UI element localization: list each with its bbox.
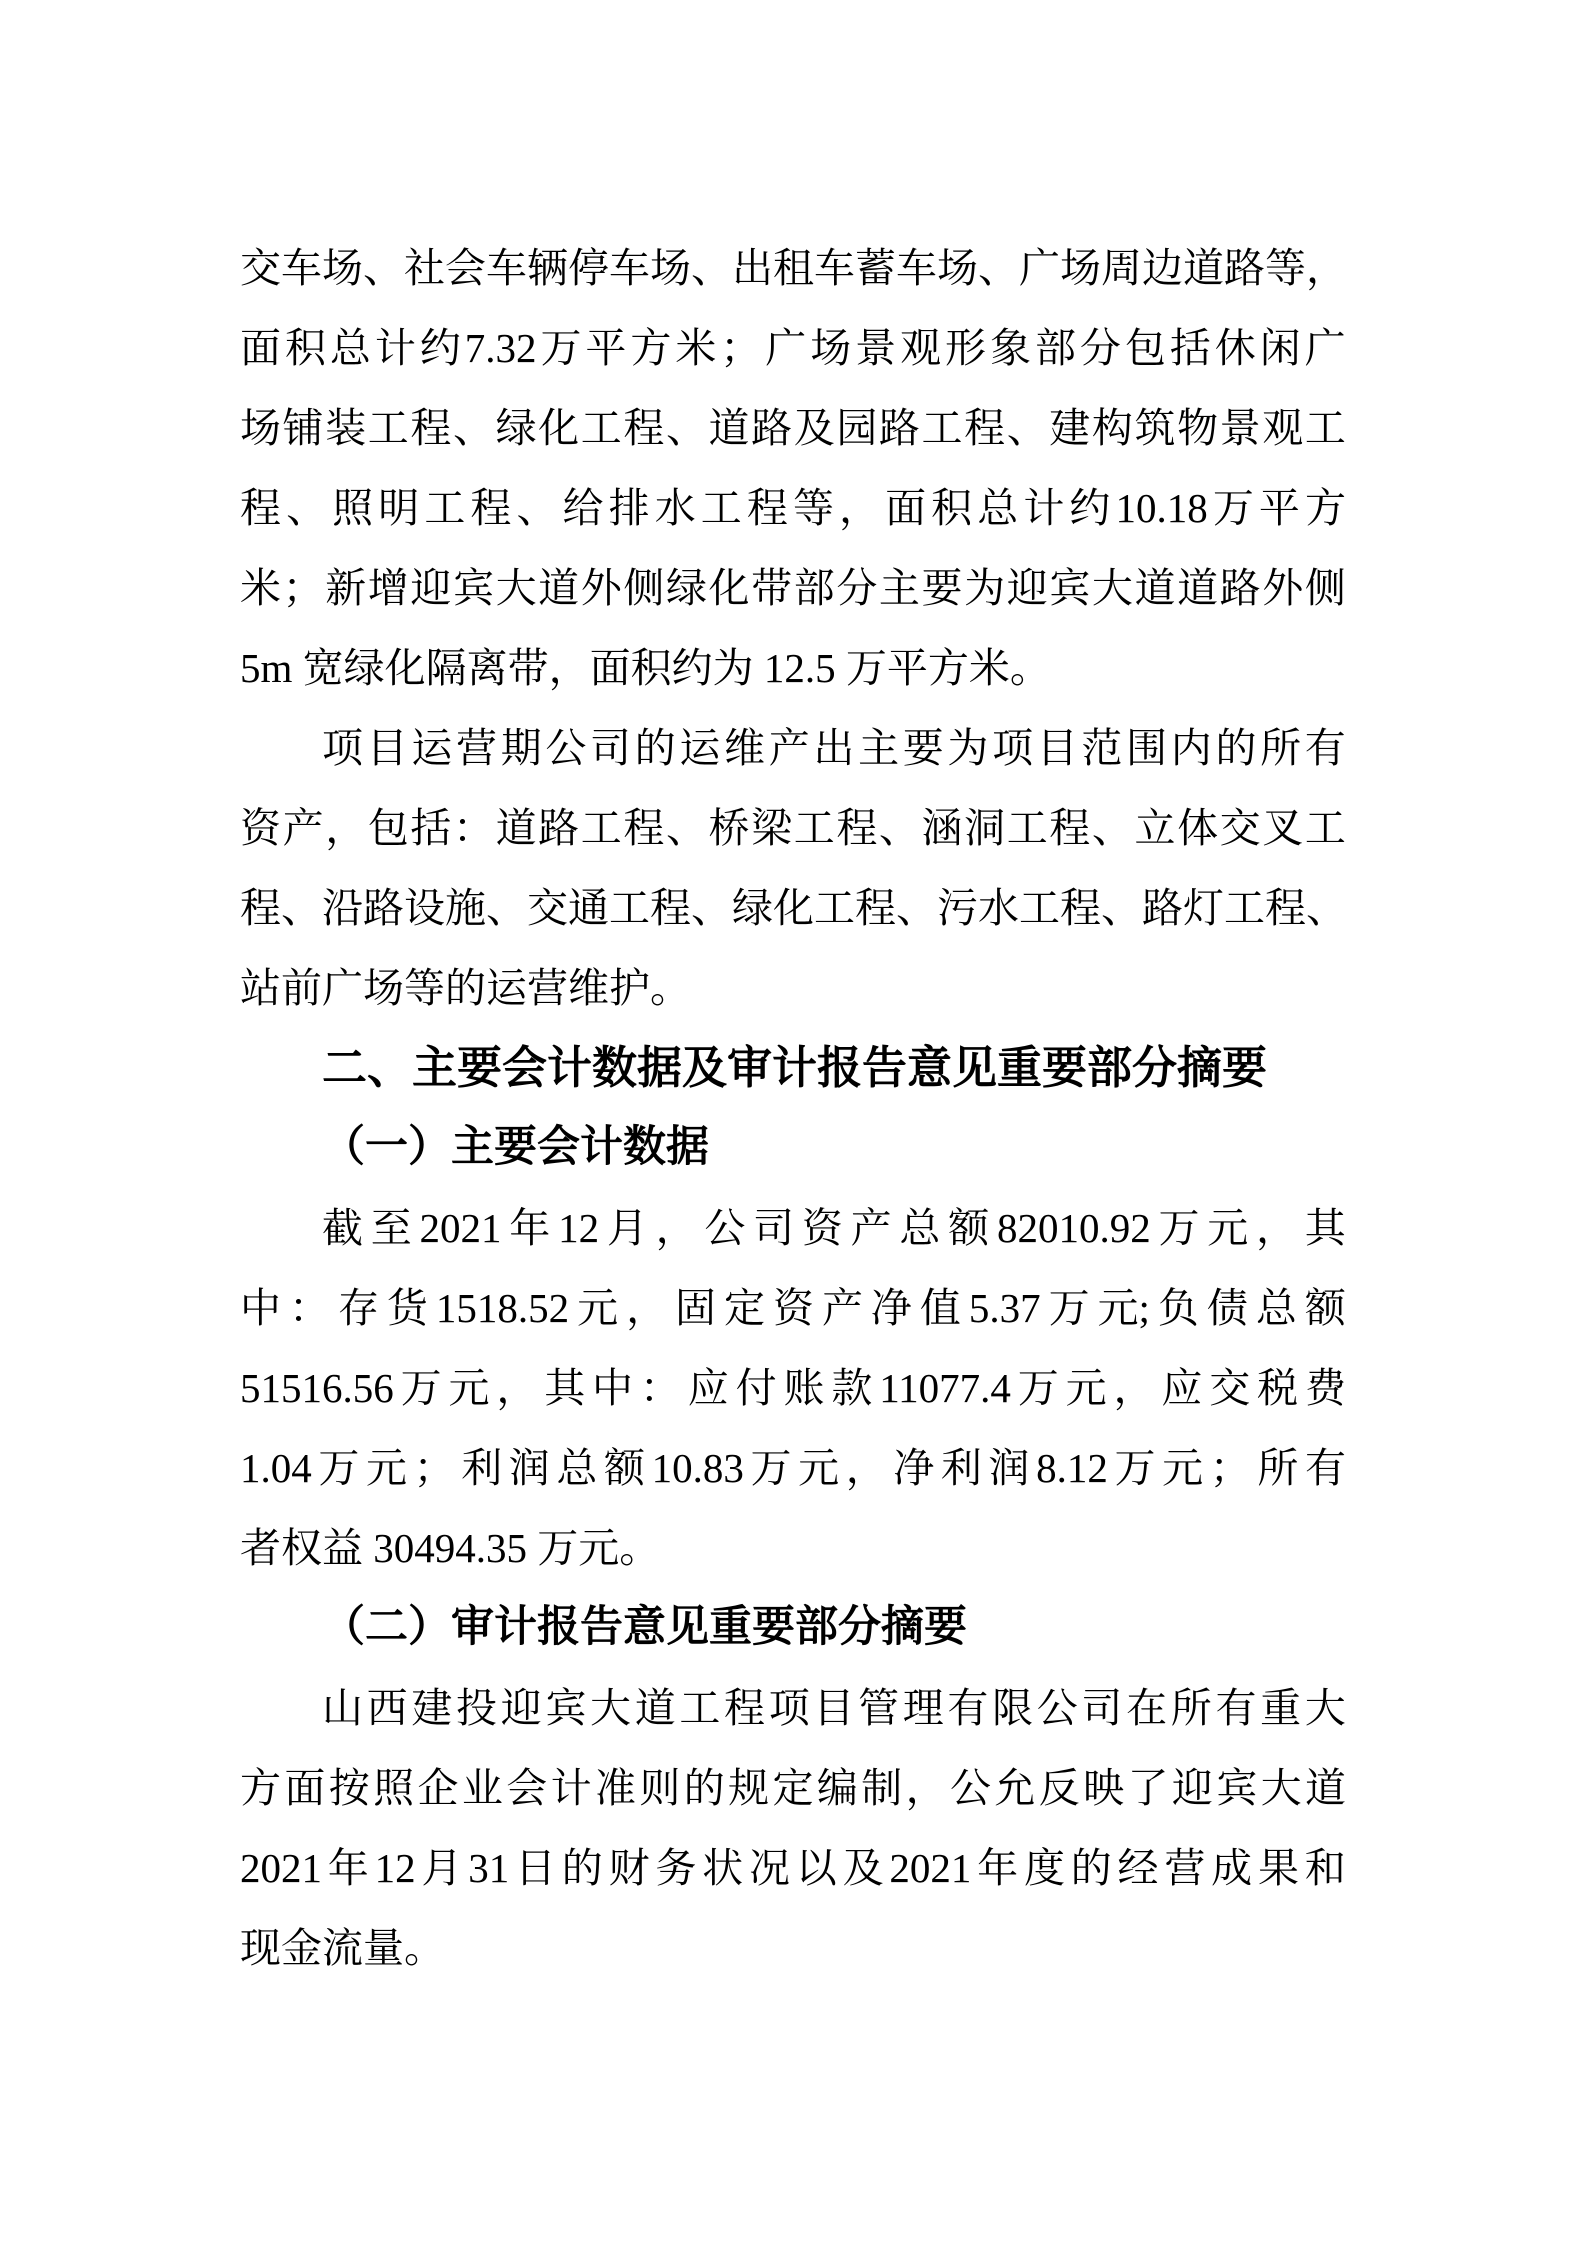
body-line: 米 ； 新 增 迎 宾 大 道 外 侧 绿 化 带 部 分 主 要 为 迎 宾 大 道 道 路 外 侧: [240, 565, 1346, 611]
body-line: 5m 宽绿化隔离带，面积约为 12.5 万平方米。: [240, 645, 1051, 691]
body-line: 中 ： 存 货 1518.52 元 ， 固 定 资 产 净 值 5.37 万 元; 负 债 总 额: [240, 1285, 1346, 1331]
body-line: 场 铺 装 工 程 、 绿 化 工 程 、 道 路 及 园 路 工 程 、 建 构 筑 物 景 观 工: [240, 405, 1346, 451]
body-line: 项 目 运 营 期 公 司 的 运 维 产 出 主 要 为 项 目 范 围 内 的 所 有: [322, 725, 1346, 771]
body-line: 2021 年 12 月 31 日 的 财 务 状 况 以 及 2021 年 度 的 经 营 成 果 和: [240, 1845, 1346, 1891]
body-line: 者权益 30494.35 万元。: [240, 1525, 661, 1571]
body-line: 面 积 总 计 约 7.32 万 平 方 米 ； 广 场 景 观 形 象 部 分 包 括 休 闲 广: [240, 325, 1346, 371]
body-line: 方 面 按 照 企 业 会 计 准 则 的 规 定 编 制 ， 公 允 反 映 了 迎 宾 大 道: [240, 1765, 1346, 1811]
body-line: 1.04 万 元 ； 利 润 总 额 10.83 万 元 ， 净 利 润 8.12 万 元 ； 所 有: [240, 1445, 1346, 1491]
body-line: 程 、 照 明 工 程 、 给 排 水 工 程 等 ， 面 积 总 计 约 10.18 万 平 方: [240, 485, 1346, 531]
body-line: 截 至 2021 年 12 月 ， 公 司 资 产 总 额 82010.92 万 元 ， 其: [322, 1205, 1346, 1251]
body-line: 交 车 场 、 社 会 车 辆 停 车 场 、 出 租 车 蓄 车 场 、 广 场 周 边 道 路 等 ，: [240, 245, 1347, 291]
body-line: 51516.56 万 元 ， 其 中 ： 应 付 账 款 11077.4 万 元 ， 应 交 税 费: [240, 1365, 1346, 1411]
body-line: 现金流量。: [240, 1925, 445, 1971]
subsection-2-heading: （二）审计报告意见重要部分摘要: [322, 1604, 967, 1651]
text-block: [240, 228, 1346, 1988]
body-line: 山 西 建 投 迎 宾 大 道 工 程 项 目 管 理 有 限 公 司 在 所 有 重 大: [322, 1685, 1346, 1731]
subsection-1-heading: （一）主要会计数据: [322, 1124, 709, 1171]
section-2-heading: 二、主要会计数据及审计报告意见重要部分摘要: [322, 1042, 1268, 1093]
body-line: 站前广场等的运营维护。: [240, 965, 691, 1011]
body-line: 程 、 沿 路 设 施 、 交 通 工 程 、 绿 化 工 程 、 污 水 工 程 、 路 灯 工 程 、: [240, 885, 1347, 931]
body-line: 资 产 ， 包 括 ： 道 路 工 程 、 桥 梁 工 程 、 涵 洞 工 程 、 立 体 交 叉 工: [240, 805, 1346, 851]
